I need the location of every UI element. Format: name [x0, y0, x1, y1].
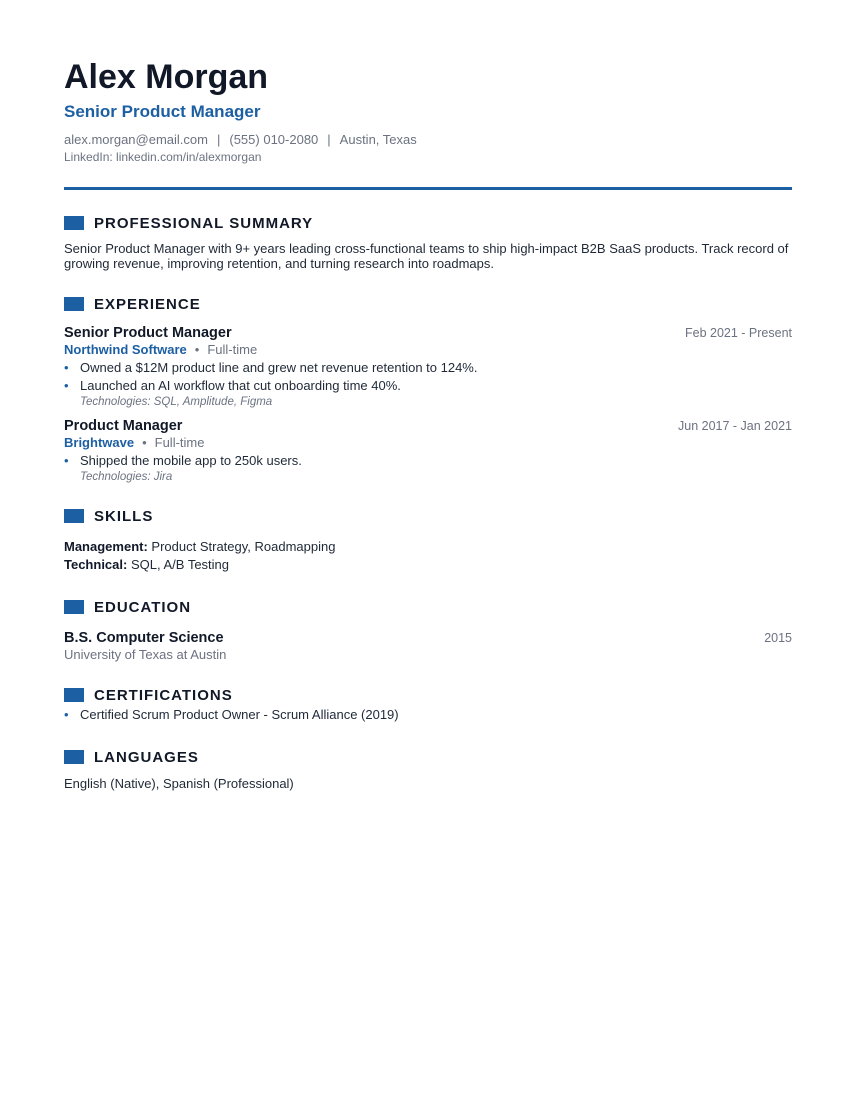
section-marker [64, 750, 84, 764]
list-item [64, 377, 792, 395]
contact-phone: (555) 010-2080 [229, 132, 319, 147]
contact-location: Austin, Texas [339, 132, 417, 147]
skill-label: Management: [64, 539, 148, 554]
section-marker [64, 297, 84, 311]
header-divider [64, 187, 792, 190]
education-year: 2015 [764, 631, 792, 645]
bullet-icon: • [64, 378, 69, 393]
job-entry [64, 418, 792, 483]
summary-section [64, 214, 792, 271]
skill-row [64, 556, 792, 574]
education-school: University of Texas at Austin [64, 647, 227, 662]
section-heading [64, 748, 792, 766]
contact-email[interactable]: alex.morgan@email.com [64, 132, 208, 147]
section-title: EDUCATION [94, 598, 192, 616]
skill-row [64, 538, 792, 556]
job-title: Product Manager [64, 418, 183, 434]
skills-list [64, 538, 792, 574]
job-dates: Jun 2017 - Jan 2021 [678, 419, 792, 433]
contact-linkedin[interactable]: LinkedIn: linkedin.com/in/alexmorgan [64, 150, 262, 164]
resume-page [64, 56, 792, 791]
bullet-icon: • [64, 360, 69, 375]
job-company: Brightwave [64, 435, 135, 450]
job-bullets [64, 359, 792, 395]
contact-separator: | [216, 132, 221, 147]
job-dates: Feb 2021 - Present [684, 326, 792, 340]
job-company: Northwind Software [64, 342, 187, 357]
section-marker [64, 509, 84, 523]
job-technologies: Technologies: Jira [80, 471, 173, 483]
candidate-name: Alex Morgan [64, 58, 269, 96]
education-section [64, 598, 792, 662]
contact-separator: | [327, 132, 331, 147]
section-heading [64, 598, 792, 616]
experience-section [64, 295, 792, 483]
job-type: Full-time [207, 342, 258, 357]
education-degree: B.S. Computer Science [64, 630, 224, 646]
list-item [64, 359, 792, 377]
job-technologies: Technologies: SQL, Amplitude, Figma [80, 396, 273, 408]
dot-separator: • [142, 435, 147, 450]
section-marker [64, 688, 84, 702]
bullet-text: Shipped the mobile app to 250k users. [80, 453, 302, 468]
section-title: CERTIFICATIONS [94, 686, 233, 704]
section-heading [64, 507, 792, 525]
job-title: Senior Product Manager [64, 325, 232, 341]
bullet-icon: • [64, 453, 69, 468]
certifications-section [64, 686, 792, 724]
section-heading [64, 214, 792, 232]
section-title: SKILLS [94, 507, 154, 525]
section-marker [64, 216, 84, 230]
bullet-text: Launched an AI workflow that cut onboarding time 40%. [80, 378, 401, 393]
job-type: Full-time [154, 435, 205, 450]
section-title: LANGUAGES [94, 748, 199, 766]
section-marker [64, 600, 84, 614]
section-heading [64, 295, 792, 313]
section-title: PROFESSIONAL SUMMARY [94, 214, 314, 232]
bullet-icon: • [64, 707, 69, 722]
bullet-text: Owned a $12M product line and grew net revenue retention to 124%. [80, 360, 478, 375]
contact-line [64, 132, 792, 148]
summary-text: Senior Product Manager with 9+ years leading cross-functional teams to ship high-impact B2B SaaS products. Track record of growing revenue, improving retention, and turning research into roadmaps. [64, 241, 789, 271]
candidate-headline: Senior Product Manager [64, 102, 261, 121]
list-item [64, 452, 792, 470]
skill-label: Technical: [64, 557, 128, 572]
job-entry [64, 325, 792, 408]
skills-section [64, 507, 792, 574]
education-entry [64, 630, 792, 662]
languages-section [64, 748, 792, 791]
certifications-list [64, 706, 792, 724]
skill-value: SQL, A/B Testing [130, 557, 230, 572]
languages-text: English (Native), Spanish (Professional) [64, 776, 294, 791]
skill-value: Product Strategy, Roadmapping [151, 539, 336, 554]
job-bullets [64, 452, 792, 470]
dot-separator: • [194, 342, 200, 357]
section-title: EXPERIENCE [94, 295, 201, 313]
section-heading [64, 686, 792, 704]
list-item [64, 706, 792, 724]
certification-text: Certified Scrum Product Owner - Scrum Alliance (2019) [80, 707, 399, 722]
